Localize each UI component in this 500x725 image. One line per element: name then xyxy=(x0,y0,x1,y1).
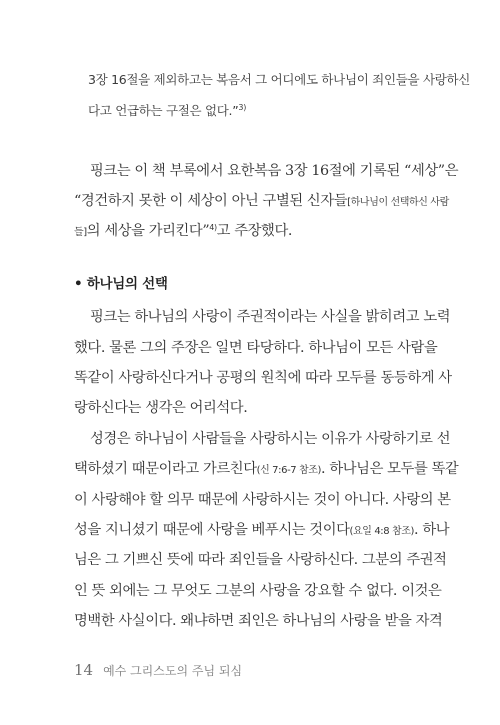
section-heading: • 하나님의 선택 xyxy=(74,276,168,292)
paragraph-3-line-3 xyxy=(74,489,451,509)
paragraph-3-line-2 xyxy=(74,458,459,478)
paragraph-3-line-7 xyxy=(74,610,443,630)
scripture-reference: (신 7:6-7 참조) xyxy=(256,465,322,476)
quote-line-2 xyxy=(88,101,448,119)
paragraph-3-line-1 xyxy=(90,428,451,448)
paragraph-text: 이 사랑해야 할 의무 때문에 사랑하시는 것이 아니다. 사랑의 본 xyxy=(74,492,451,508)
paragraph-3-line-6 xyxy=(74,580,442,600)
paragraph-1-line-1 xyxy=(90,160,459,180)
paragraph-2-line-2 xyxy=(74,337,438,357)
paragraph-text: “경건하지 못한 이 세상이 아닌 구별된 신자들 xyxy=(74,193,348,209)
paragraph-text: 인 뜻 외에는 그 무엇도 그분의 사랑을 강요할 수 없다. 이것은 xyxy=(74,583,442,599)
paragraph-text: 핑크는 이 책 부록에서 요한복음 3장 16절에 기록된 “세상”은 xyxy=(90,163,459,179)
paragraph-text: 했다. 물론 그의 주장은 일면 타당하다. 하나님이 모든 사람을 xyxy=(74,340,438,356)
paragraph-2-line-4 xyxy=(74,397,426,417)
paragraph-3-line-4 xyxy=(74,519,450,539)
paragraph-3-line-5 xyxy=(74,549,447,569)
paragraph-text: 성경은 하나님이 사람들을 사랑하시는 이유가 사랑하기로 선 xyxy=(90,431,451,447)
paragraph-1-line-3 xyxy=(74,220,426,240)
paragraph-1-line-2 xyxy=(74,190,449,210)
paragraph-text: 명백한 사실이다. 왜냐하면 죄인은 하나님의 사랑을 받을 자격 xyxy=(74,613,443,629)
inline-note: 들] xyxy=(74,227,87,238)
paragraph-text: 핑크는 하나님의 사랑이 주권적이라는 사실을 밝히려고 노력 xyxy=(90,309,451,325)
footnote-marker: 4) xyxy=(209,223,217,232)
paragraph-text: 랑하신다는 생각은 어리석다. xyxy=(74,400,248,416)
paragraph-text: 똑같이 사랑하신다거나 공평의 원칙에 따라 모두를 동등하게 사 xyxy=(74,370,452,386)
quote-text: 3장 16절을 제외하고는 복음서 그 어디에도 하나님이 죄인들을 사랑하신 xyxy=(88,72,471,87)
paragraph-text: 님은 그 기쁘신 뜻에 따라 죄인들을 사랑하신다. 그분의 주권적 xyxy=(74,552,447,568)
page-number: 14 xyxy=(74,661,94,679)
paragraph-2-line-1 xyxy=(90,306,451,326)
paragraph-text: 고 주장했다. xyxy=(216,223,293,239)
scripture-reference: (요일 4:8 참조) xyxy=(349,526,415,537)
book-title: 예수 그리스도의 주님 되심 xyxy=(103,664,243,678)
paragraph-text: 의 세상을 가리킨다” xyxy=(86,223,210,239)
quote-text: 다고 언급하는 구절은 없다.” xyxy=(88,103,239,118)
paragraph-text: . 하나 xyxy=(414,522,450,538)
footnote-marker: 3) xyxy=(238,103,247,112)
paragraph-text: 택하셨기 때문이라고 가르친다 xyxy=(74,461,257,477)
paragraph-text: . 하나님은 모두를 똑같 xyxy=(321,461,459,477)
quote-line-1 xyxy=(88,70,471,88)
paragraph-text: 성을 지니셨기 때문에 사랑을 베푸시는 것이다 xyxy=(74,522,350,538)
inline-note: [하나님이 선택하신 사람 xyxy=(347,197,449,208)
page-footer xyxy=(74,661,242,679)
paragraph-2-line-3 xyxy=(74,367,452,387)
